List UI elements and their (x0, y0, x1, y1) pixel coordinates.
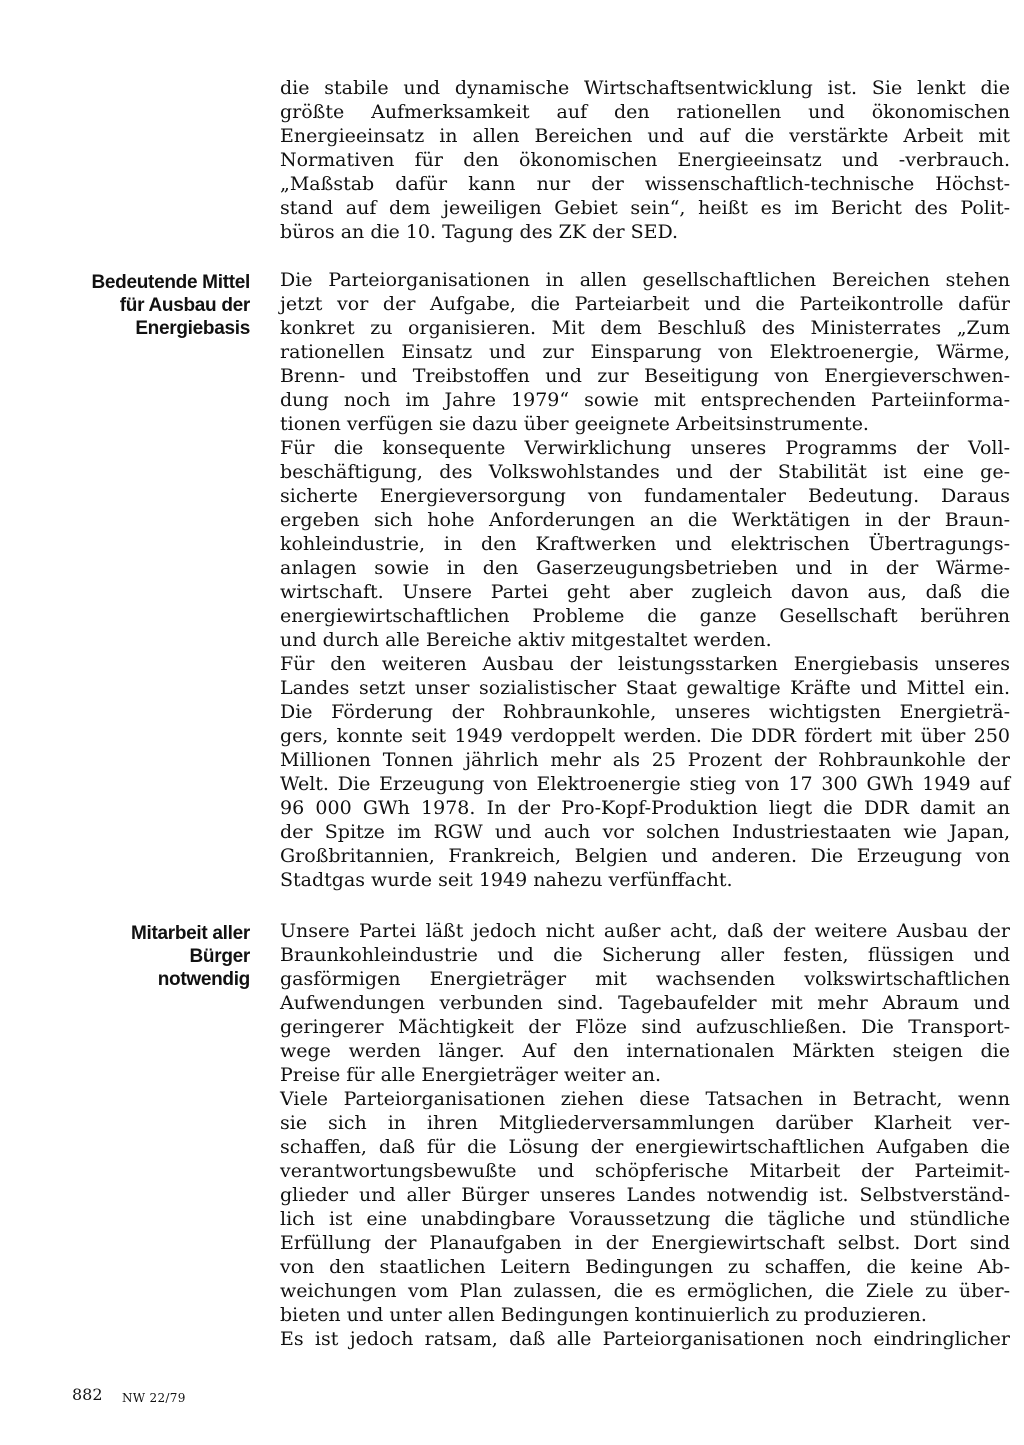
text-line: bieten und unter allen Bedingungen kontinuierlich zu produzieren. (280, 1304, 927, 1326)
marginal-heading-line: Mitarbeit aller (130, 923, 250, 944)
text-line: Die Förderung der Rohbraunkohle, unseres wichtigsten Energieträ- (280, 701, 1010, 723)
text-line: Preise für alle Energieträger weiter an. (280, 1064, 662, 1086)
marginal-heading-line: notwendig (157, 969, 250, 990)
text-line: Energieeinsatz in allen Bereichen und auf die verstärkte Arbeit mit (280, 125, 1010, 147)
text-line: Für den weiteren Ausbau der leistungsstarken Energiebasis unseres (280, 653, 1010, 675)
text-line: Großbritannien, Frankreich, Belgien und anderen. Die Erzeugung von (280, 845, 1010, 867)
marginal-heading-line: Energiebasis (135, 318, 250, 339)
text-line: dung noch im Jahre 1979“ sowie mit entsprechenden Parteiinforma- (280, 389, 1010, 411)
marginal-heading-mitarbeit (60, 922, 250, 991)
text-line: schaffen, daß für die Lösung der energiewirtschaftlichen Aufgaben die (280, 1136, 1010, 1158)
text-line: geringerer Mächtigkeit der Flöze sind aufzuschließen. Die Transport- (280, 1016, 1010, 1038)
text-line: Welt. Die Erzeugung von Elektroenergie stieg von 17 300 GWh 1949 auf (280, 773, 1010, 795)
text-line: sicherte Energieversorgung von fundamentaler Bedeutung. Daraus (280, 485, 1010, 507)
text-line: stand auf dem jeweiligen Gebiet sein“, heißt es im Bericht des Polit- (280, 197, 1010, 219)
text-line: Brenn- und Treibstoffen und zur Beseitigung von Energieverschwen- (280, 365, 1010, 387)
text-line: Unsere Partei läßt jedoch nicht außer acht, daß der weitere Ausbau der (280, 920, 1010, 942)
text-line: Es ist jedoch ratsam, daß alle Parteiorganisationen noch eindringlicher (280, 1328, 1010, 1350)
text-line: rationellen Einsatz und zur Einsparung von Elektroenergie, Wärme, (280, 341, 1010, 363)
issue-label: NW 22/79 (122, 1391, 186, 1405)
page-number: 882 (72, 1385, 103, 1404)
text-line: glieder und aller Bürger unseres Landes notwendig ist. Selbstverständ- (280, 1184, 1010, 1206)
text-line: Millionen Tonnen jährlich mehr als 25 Prozent der Rohbraunkohle der (280, 749, 1010, 771)
text-line: und durch alle Bereiche aktiv mitgestaltet werden. (280, 629, 772, 651)
text-line: sie sich in ihren Mitgliederversammlungen darüber Klarheit ver- (280, 1112, 1010, 1134)
text-line: Für die konsequente Verwirklichung unseres Programms der Voll- (280, 437, 1010, 459)
text-line: tionen verfügen sie dazu über geeignete Arbeitsinstrumente. (280, 413, 869, 435)
text-line: wege werden länger. Auf den internationalen Märkten steigen die (280, 1040, 1010, 1062)
text-line: 96 000 GWh 1978. In der Pro-Kopf-Produktion liegt die DDR damit an (280, 797, 1010, 819)
marginal-heading-line: Bürger (189, 946, 250, 967)
text-line: von den staatlichen Leitern Bedingungen zu schaffen, die keine Ab- (280, 1256, 1010, 1278)
text-line: der Spitze im RGW und auch vor solchen Industriestaaten wie Japan, (280, 821, 1010, 843)
marginal-heading-line: Bedeutende Mittel (91, 272, 250, 293)
text-line: lich ist eine unabdingbare Voraussetzung die tägliche und stündliche (280, 1208, 1010, 1230)
text-line: büros an die 10. Tagung des ZK der SED. (280, 221, 679, 243)
text-line: größte Aufmerksamkeit auf den rationellen und ökonomischen (280, 101, 1010, 123)
text-line: Normativen für den ökonomischen Energieeinsatz und -verbrauch. (280, 149, 1010, 171)
text-line: kohleindustrie, in den Kraftwerken und elektrischen Übertragungs- (280, 533, 1010, 555)
paragraph-block-mitarbeit (280, 919, 1010, 1351)
marginal-heading-energiebasis (60, 271, 250, 340)
text-line: jetzt vor der Aufgabe, die Parteiarbeit und die Parteikontrolle dafür (280, 293, 1010, 315)
text-line: Braunkohleindustrie und die Sicherung aller festen, flüssigen und (280, 944, 1010, 966)
text-line: anlagen sowie in den Gaserzeugungsbetrieben und in der Wärme- (280, 557, 1010, 579)
text-line: gasförmigen Energieträger mit wachsenden volkswirtschaftlichen (280, 968, 1010, 990)
paragraph-block-energiebasis (280, 268, 1010, 892)
text-line: „Maßstab dafür kann nur der wissenschaftlich-technische Höchst- (280, 173, 1010, 195)
marginal-heading-line: für Ausbau der (119, 295, 250, 316)
text-line: energiewirtschaftlichen Probleme die ganze Gesellschaft berühren (280, 605, 1010, 627)
text-line: die stabile und dynamische Wirtschaftsentwicklung ist. Sie lenkt die (280, 77, 1010, 99)
text-line: Erfüllung der Planaufgaben in der Energiewirtschaft selbst. Dort sind (280, 1232, 1010, 1254)
text-line: verantwortungsbewußte und schöpferische Mitarbeit der Parteimit- (280, 1160, 1010, 1182)
text-line: Landes setzt unser sozialistischer Staat gewaltige Kräfte und Mittel ein. (280, 677, 1010, 699)
text-line: Viele Parteiorganisationen ziehen diese Tatsachen in Betracht, wenn (280, 1088, 1010, 1110)
text-line: weichungen vom Plan zulassen, die es ermöglichen, die Ziele zu über- (280, 1280, 1010, 1302)
text-line: wirtschaft. Unsere Partei geht aber zugleich davon aus, daß die (280, 581, 1010, 603)
text-line: gers, konnte seit 1949 verdoppelt werden. Die DDR fördert mit über 250 (280, 725, 1010, 747)
text-line: ergeben sich hohe Anforderungen an die Werktätigen in der Braun- (280, 509, 1010, 531)
text-line: konkret zu organisieren. Mit dem Beschluß des Ministerrates „Zum (280, 317, 1010, 339)
text-line: Stadtgas wurde seit 1949 nahezu verfünffacht. (280, 869, 733, 891)
text-line: Die Parteiorganisationen in allen gesellschaftlichen Bereichen stehen (280, 269, 1010, 291)
text-line: beschäftigung, des Volkswohlstandes und der Stabilität ist eine ge- (280, 461, 1010, 483)
text-line: Aufwendungen verbunden sind. Tagebaufelder mit mehr Abraum und (280, 992, 1010, 1014)
paragraph-block-intro (280, 76, 1010, 244)
